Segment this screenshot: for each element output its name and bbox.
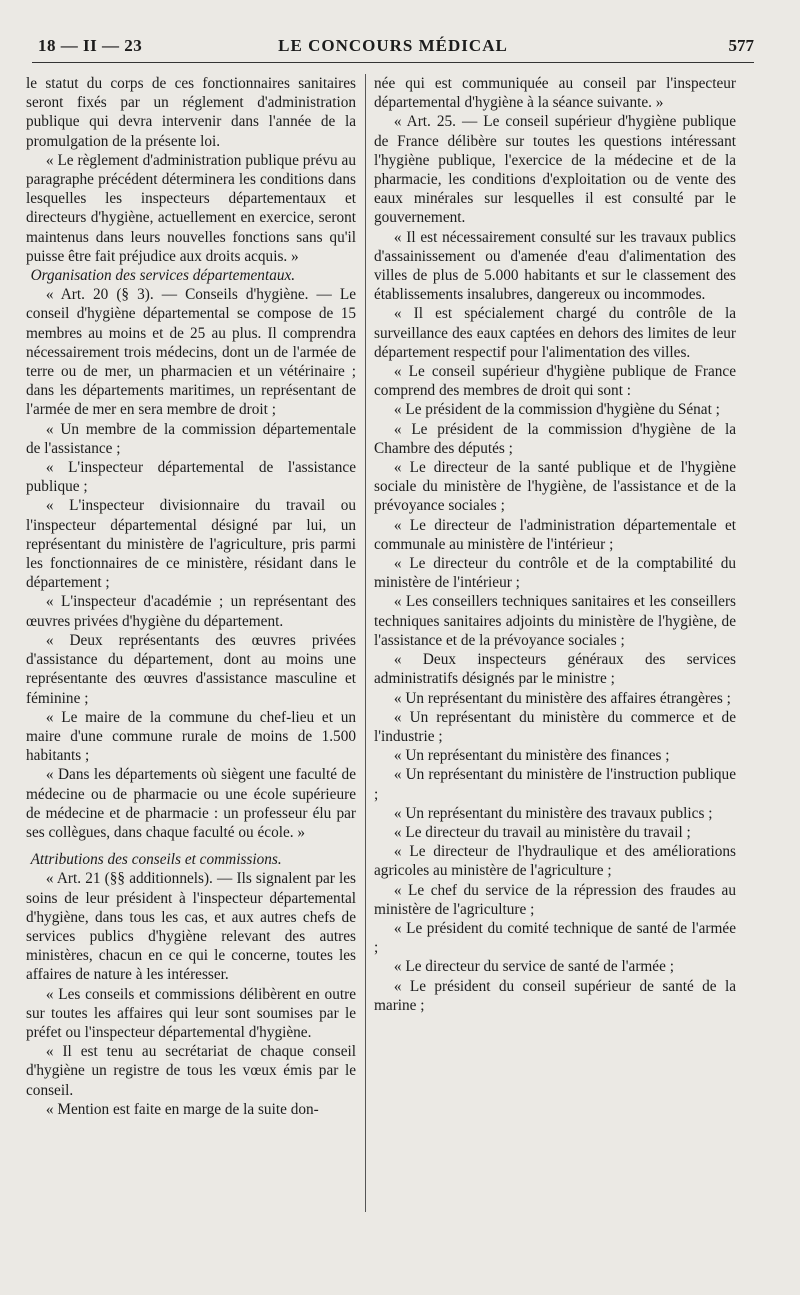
paragraph: « Il est tenu au secrétariat de chaque conseil d'hygiène un registre de tous les vœux émis par le conseil. [26,1043,356,1099]
paragraph: « Mention est faite en marge de la suite don- [45,1100,319,1118]
paragraph: « Un membre de la commission départementale de l'assistance ; [26,420,356,457]
paragraph: « Le président du comité technique de santé de l'armée ; [374,919,736,957]
paragraph: « Le directeur du travail au ministère du travail ; [393,823,691,841]
issue-date: 18 — II — 23 [38,36,143,55]
right-column [374,74,736,1015]
paragraph: « Art. 25. — Le conseil supérieur d'hygiène publique de France délibère sur toutes les questions intéressant l'hygiène publique, l'exercice de la médecine et de la pharmacie, les conditions d'exploitation ou de vente des eaux minérales sur lesquelles il est consulté par le gouvernement. [374,113,736,227]
section-heading: Attributions des conseils et commissions. [30,851,282,869]
paragraph: « Le conseil supérieur d'hygiène publique de France comprend des membres de droit qui sont : [374,363,736,400]
paragraph: « Les conseils et commissions délibèrent en outre sur toutes les affaires qui leur sont soumises par le préfet ou l'inspecteur départemental d'hygiène. [26,985,356,1041]
paragraph: « Un représentant du ministère des finances ; [393,747,670,765]
section-heading: Organisation des services départementaux. [30,267,296,285]
paragraph: « Le règlement d'administration publique prévu au paragraphe précédent déterminera les conditions dans lesquelles les inspecteurs départementaux et directeurs d'hygiène, actuellement en exercice, seront maintenus dans leurs nouvelles fonctions sans qu'il puisse être fait préjudice aux droits acquis. » [26,151,356,265]
paragraph: « Art. 21 (§§ additionnels). — Ils signalent par les soins de leur président à l'inspecteur départemental d'hygiène, dans tous les cas, et aux autres chefs de services publics d'hygiène relevant des autres ministères, chacun en ce qui le concerne, toutes les affaires de nature à les intéresser. [26,870,356,984]
paragraph: « Deux inspecteurs généraux des services administratifs désignés par le ministre ; [374,651,736,688]
paragraph: « Le président du conseil supérieur de santé de la marine ; [374,977,736,1014]
paragraph: « Le président de la commission d'hygiène du Sénat ; [393,401,720,419]
paragraph: « Le président de la commission d'hygiène de la Chambre des députés ; [374,420,736,457]
paragraph: « Un représentant du ministère des affaires étrangères ; [393,689,731,707]
paragraph: « L'inspecteur divisionnaire du travail ou l'inspecteur départemental désigné par lui, un représentant du ministère de l'agriculture, pris parmi les fonctionnaires de ce ministère, résidant dans le département ; [26,497,356,592]
paragraph: « L'inspecteur départemental de l'assistance publique ; [26,459,356,496]
paragraph: « Le directeur du service de santé de l'armée ; [393,958,674,976]
paragraph: « Le directeur de l'administration départementale et communale au ministère de l'intérieur ; [374,516,736,553]
paragraph: « Deux représentants des œuvres privées d'assistance du département, dont au moins une représentante des œuvres d'assistance masculine et féminine ; [26,631,356,707]
paragraph: « Il est spécialement chargé du contrôle de la surveillance des eaux captées en dehors des limites de leur département respectif pour l'alimentation des villes. [374,305,736,361]
paragraph-continuation: née qui est communiquée au conseil par l'inspecteur départemental d'hygiène à la séance suivante. » [374,75,736,112]
paragraph-continuation: le statut du corps de ces fonctionnaires sanitaires seront fixés par un réglement d'administration publique qui devra intervenir dans l'année de la promulgation de la présente loi. [26,75,356,150]
paragraph: « Un représentant du ministère du commerce et de l'industrie ; [374,708,736,745]
paragraph: « Le directeur de l'hydraulique et des améliorations agricoles au ministère de l'agriculture ; [374,843,736,880]
paragraph: « Les conseillers techniques sanitaires et les conseillers techniques sanitaires adjoints du ministère de l'hygiène, de l'assistance et de la prévoyance sociales ; [374,593,736,649]
column-divider [365,74,366,1212]
paragraph: « Le maire de la commune du chef-lieu et un maire d'une commune rurale de moins de 1.500 habitants ; [26,708,356,765]
paragraph: « Le chef du service de la répression des fraudes au ministère de l'agriculture ; [374,881,736,918]
page-number: 577 [728,36,754,55]
paragraph: « Dans les départements où siègent une faculté de médecine ou de pharmacie ou une école supérieure de médecine et de pharmacie : un professeur élu par ses collègues, dans chaque faculté ou école. » [26,766,356,841]
paragraph: « Il est nécessairement consulté sur les travaux publics d'assainissement ou d'amenée d'eau d'alimentation des villes de plus de 5.000 habitants et sur le classement des établissements insalubres, dangereux ou incommodes. [374,228,736,304]
paragraph: « Le directeur du contrôle et de la comptabilité du ministère de l'intérieur ; [374,555,736,592]
paragraph: « Art. 20 (§ 3). — Conseils d'hygiène. — Le conseil d'hygiène départemental se compose de 15 membres au moins et de 25 au plus. Il comprendra nécessairement trois médecins, dont un de l'armée de terre ou de mer, un pharmacien et un vétérinaire ; dans les départements maritimes, un représentant de l'armée de mer en sera membre de droit ; [26,286,356,419]
paragraph: « L'inspecteur d'académie ; un représentant des œuvres privées d'hygiène du département. [26,593,356,630]
page-header [32,36,754,63]
paragraph: « Un représentant du ministère de l'instruction publique ; [374,766,736,803]
paragraph: « Le directeur de la santé publique et de l'hygiène sociale du ministère de l'hygiène, de l'assistance et de la prévoyance sociales ; [374,459,736,515]
journal-title: LE CONCOURS MÉDICAL [278,36,508,55]
paragraph: « Un représentant du ministère des travaux publics ; [393,804,713,822]
left-column [26,74,356,1119]
